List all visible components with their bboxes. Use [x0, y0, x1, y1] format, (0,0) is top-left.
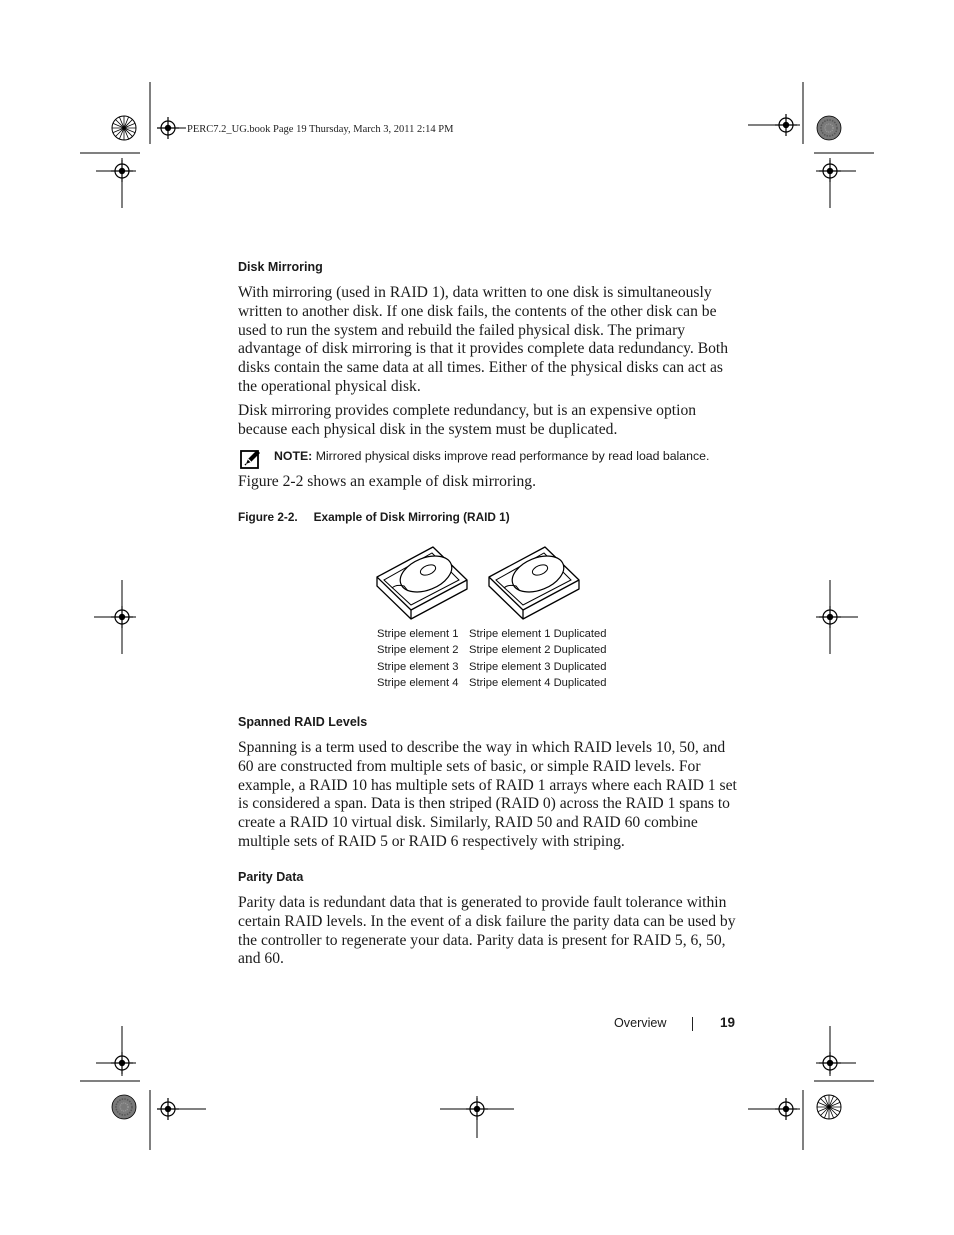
note-body: Mirrored physical disks improve read performance by read load balance. [315, 449, 710, 463]
stripe-element-duplicated: Stripe element 1 Duplicated [469, 628, 607, 640]
section-heading-disk-mirroring: Disk Mirroring [238, 260, 323, 274]
paragraph-disk-mirroring-1: With mirroring (used in RAID 1), data written to one disk is simultaneously written to another disk. If one disk fails, the contents of the other disk can be used to run the system and rebuild the failed physical disk. The primary advantage of disk mirroring is that it provides complete data redundancy. Both disks contain the same data at all times. Either of the physical disks can act as the operational physical disk. [238, 284, 729, 395]
paragraph-parity-data: Parity data is redundant data that is generated to provide fault tolerance within certain RAID levels. In the event of a disk failure the parity data can be used by the controller to regenerate your data. Parity data is present for RAID 5, 6, 50, and 60. [238, 894, 736, 968]
figure-title: Example of Disk Mirroring (RAID 1) [313, 510, 510, 524]
stripe-element: Stripe element 1 [377, 628, 459, 640]
paragraph-spanned-raid: Spanning is a term used to describe the way in which RAID levels 10, 50, and 60 are constructed from multiple sets of basic, or simple RAID levels. For example, a RAID 10 has multiple sets of RAID 1 arrays where each RAID 1 set is considered a span. Data is then striped (RAID 0) across the RAID 1 spans to create a RAID 10 virtual disk. Similarly, RAID 50 and RAID 60 combine multiple sets of RAID 5 or RAID 6 respectively with striping. [238, 739, 737, 850]
page-number: 19 [720, 1015, 736, 1030]
stripe-element-duplicated: Stripe element 3 Duplicated [469, 660, 607, 673]
figure-number: Figure 2-2. [238, 510, 298, 524]
hard-disk-icon-mirror [486, 544, 582, 622]
paragraph-figure-reference: Figure 2-2 shows an example of disk mirroring. [238, 473, 536, 490]
section-heading-parity-data: Parity Data [238, 870, 304, 884]
section-heading-spanned-raid: Spanned RAID Levels [238, 715, 368, 729]
stripe-element: Stripe element 3 [377, 660, 459, 673]
note-box [240, 448, 740, 470]
footer-divider [692, 1017, 693, 1031]
footer-section-name: Overview [614, 1016, 667, 1030]
figure-caption [238, 510, 510, 524]
stripe-list-disk2 [469, 626, 606, 692]
stripe-list-disk1 [377, 626, 458, 692]
stripe-element: Stripe element 2 [377, 644, 459, 657]
stripe-element-duplicated: Stripe element 2 Duplicated [469, 644, 607, 657]
print-header: PERC7.2_UG.book Page 19 Thursday, March 3, 2011 2:14 PM [187, 124, 454, 135]
paragraph-disk-mirroring-2: Disk mirroring provides complete redundancy, but is an expensive option because each physical disk in the system must be duplicated. [238, 402, 697, 438]
hard-disk-icon-primary [374, 544, 470, 622]
note-label: NOTE: [274, 449, 313, 463]
pencil-note-icon [240, 448, 262, 470]
note-text [274, 449, 709, 463]
stripe-element-duplicated: Stripe element 4 Duplicated [469, 677, 607, 690]
stripe-element: Stripe element 4 [377, 677, 459, 690]
